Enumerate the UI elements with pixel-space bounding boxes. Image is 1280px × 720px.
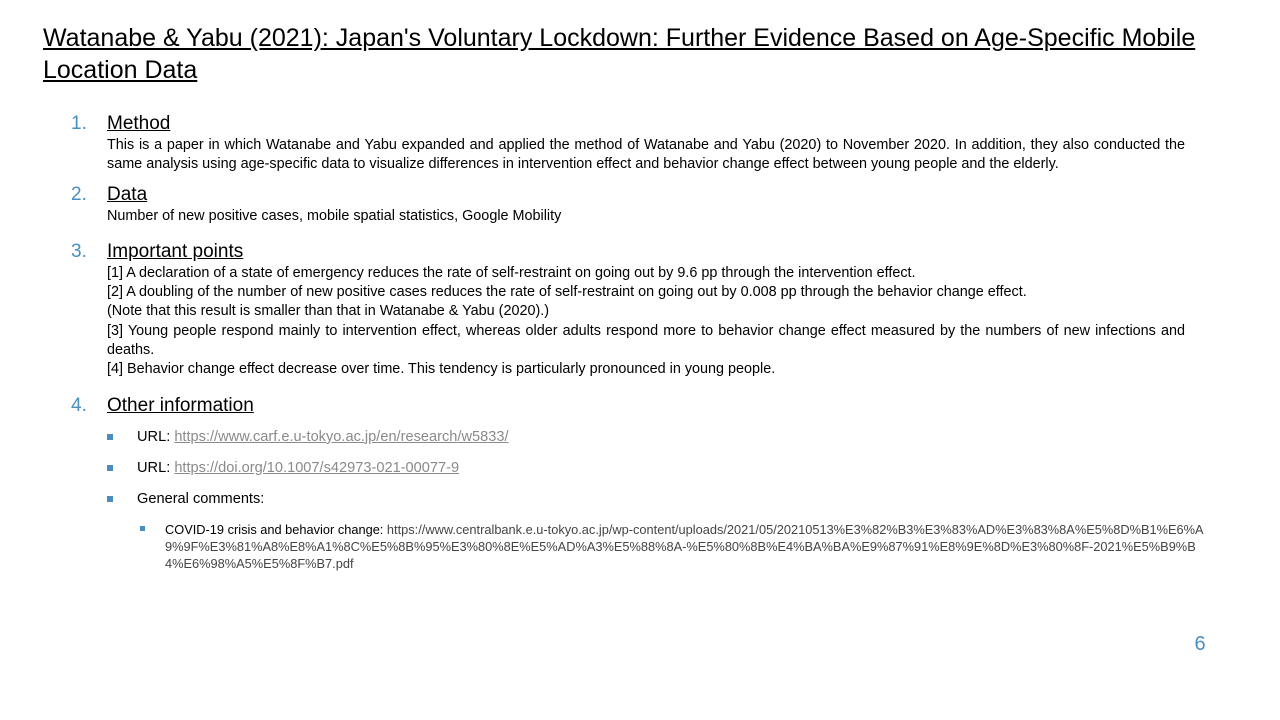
page-number: 6 bbox=[1194, 633, 1206, 655]
body-line: This is a paper in which Watanabe and Yabu expanded and applied the method of Watanabe and Yabu (2020) to November 2020. In addition, they also conducted the same analysis using age-specific data to visualize differences in intervention effect and behavior change effect between young people and the elderly. bbox=[107, 137, 1185, 173]
body-line: [3] Young people respond mainly to intervention effect, whereas older adults respond more to behavior change effect measured by the numbers of new infections and deaths. bbox=[107, 322, 1185, 359]
other-info-bullets bbox=[30, 428, 1204, 572]
section-data bbox=[0, 183, 1187, 226]
section-method bbox=[0, 112, 1187, 175]
section-number: 4. bbox=[71, 394, 87, 416]
section-number: 2. bbox=[71, 183, 87, 205]
url-label: URL: bbox=[137, 428, 175, 445]
section-body bbox=[107, 136, 1185, 175]
body-line: [1] A declaration of a state of emergency reduces the rate of self-restraint on going out by 9.6 pp through the intervention effect. bbox=[107, 264, 916, 281]
section-heading: Data bbox=[107, 183, 148, 205]
body-line: [2] A doubling of the number of new positive cases reduces the rate of self-restraint on going out by 0.008 pp through the behavior change effect. bbox=[107, 284, 1027, 301]
section-other-information bbox=[0, 394, 1204, 572]
list-item bbox=[107, 459, 1187, 477]
section-heading: Other information bbox=[107, 394, 254, 416]
body-line: (Note that this result is smaller than that in Watanabe & Yabu (2020).) bbox=[107, 303, 550, 320]
sub-list-item bbox=[165, 521, 1205, 572]
section-number: 1. bbox=[71, 113, 87, 134]
doi-link[interactable]: https://doi.org/10.1007/s42973-021-00077-9 bbox=[174, 459, 460, 476]
centralbank-link[interactable]: https://www.centralbank.e.u-tokyo.ac.jp/wp-content/uploads/2021/05/20210513%E3%82%B3%E3%83%AD%E3%83%8A%E5%8D%B1%E6%A9%9F%E3%81%A8%E8%A1%8C%E5%8B%95%E3%80%8E%E5%AD%A3%E5%88%8A-%E5%80%8B%E4%BA%BA%E9%87%91%E8%9E%8D%E3%80%8F-2021%E5%B9%B4%E6%98%A5%E5%8F%B7.pdf bbox=[165, 521, 1204, 571]
carf-link[interactable]: https://www.carf.e.u-tokyo.ac.jp/en/research/w5833/ bbox=[174, 428, 509, 445]
body-line: Number of new positive cases, mobile spatial statistics, Google Mobility bbox=[107, 207, 562, 224]
url-label: URL: bbox=[137, 459, 175, 476]
section-heading: Important points bbox=[107, 240, 244, 262]
list-item bbox=[107, 428, 1187, 446]
list-item bbox=[107, 490, 1187, 508]
slide-title: Watanabe & Yabu (2021): Japan's Voluntary Lockdown: Further Evidence Based on Age-Specific Mobile Location Data bbox=[43, 24, 1196, 84]
section-important-points bbox=[0, 240, 1187, 380]
section-body bbox=[107, 264, 1185, 380]
section-heading: Method bbox=[107, 113, 171, 134]
body-line: [4] Behavior change effect decrease over time. This tendency is particularly pronounced in young people. bbox=[107, 361, 776, 378]
section-body bbox=[107, 207, 1185, 226]
section-number: 3. bbox=[71, 240, 87, 262]
comment-label: COVID-19 crisis and behavior change: bbox=[165, 521, 387, 537]
sections-list bbox=[0, 112, 1280, 580]
general-comments-label: General comments: bbox=[137, 490, 265, 507]
